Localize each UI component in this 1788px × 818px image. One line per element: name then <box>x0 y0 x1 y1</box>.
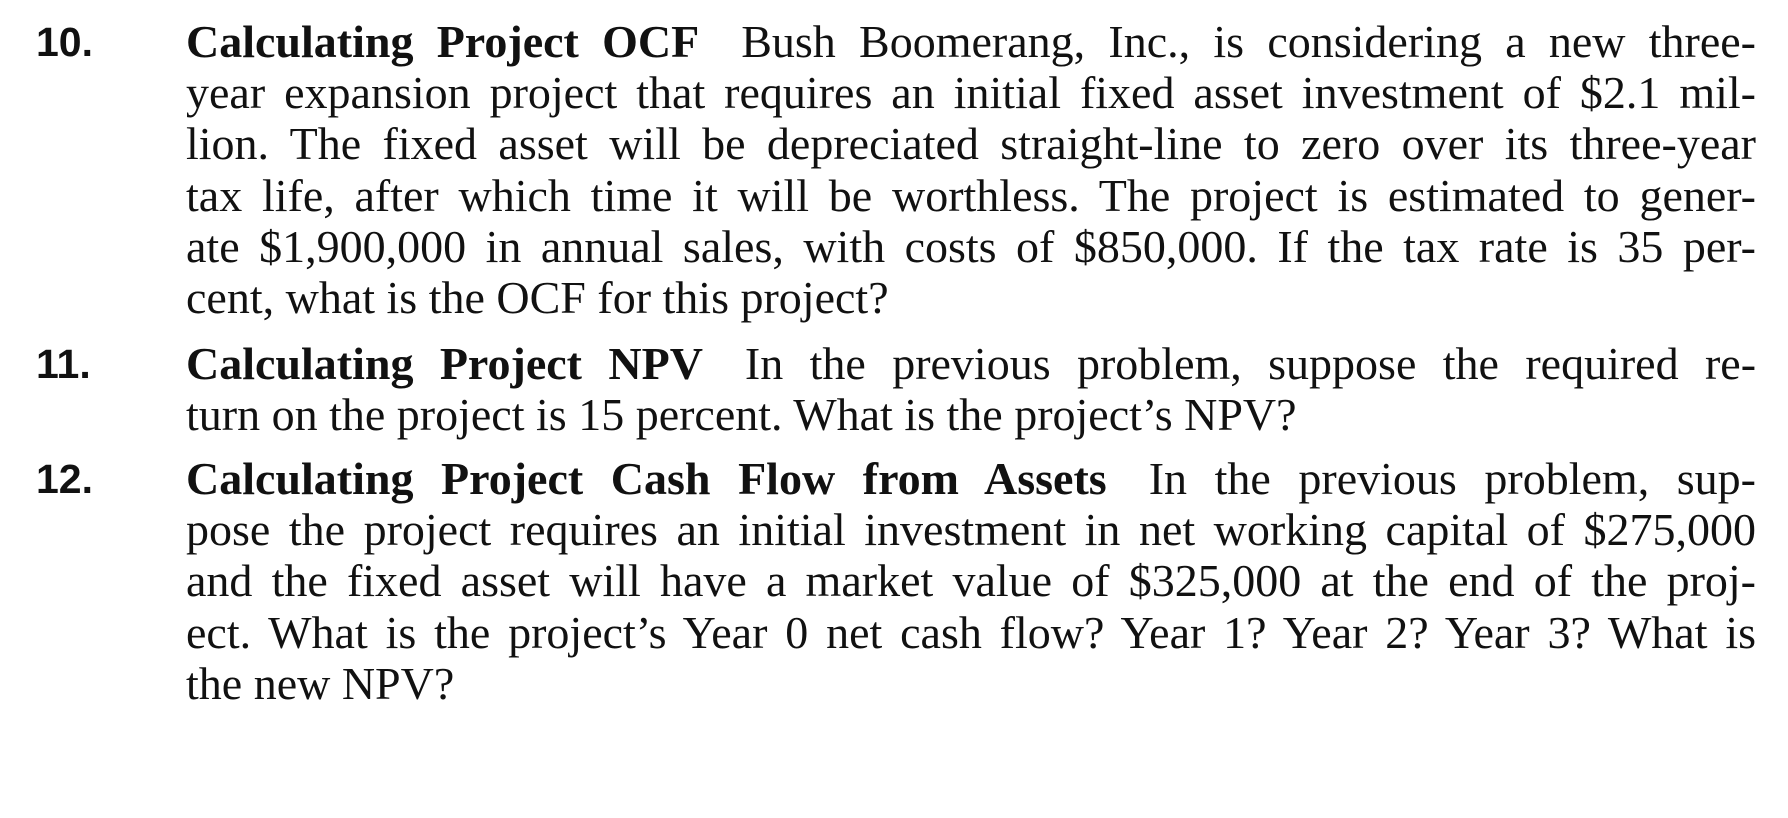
problem-line: lion. The fixed asset will be depreciated straight-line to zero over its three-year <box>186 118 1756 169</box>
problem-text: In the previous problem, suppose the required re- <box>744 338 1757 389</box>
problem-number: 11. <box>36 341 91 387</box>
problem-line: year expansion project that requires an initial fixed asset investment of $2.1 mil- <box>186 67 1756 118</box>
problem-title: Calculating Project Cash Flow from Assets <box>186 453 1107 504</box>
problem-line: pose the project requires an initial investment in net working capital of $275,000 <box>186 504 1756 555</box>
problem-line: cent, what is the OCF for this project? <box>186 272 889 323</box>
problem-line: ect. What is the project’s Year 0 net cash flow? Year 1? Year 2? Year 3? What is <box>186 607 1756 658</box>
problem-line: ate $1,900,000 in annual sales, with costs of $850,000. If the tax rate is 35 per- <box>186 221 1756 272</box>
problem-line: and the fixed asset will have a market value of $325,000 at the end of the proj- <box>186 555 1756 606</box>
problem-text: Bush Boomerang, Inc., is considering a new three- <box>741 16 1756 67</box>
problem-number: 12. <box>36 456 93 502</box>
problem-number: 10. <box>36 19 93 65</box>
problem-title: Calculating Project NPV <box>186 338 703 389</box>
problem-line: turn on the project is 15 percent. What is the project’s NPV? <box>186 389 1297 440</box>
problem-line: the new NPV? <box>186 658 455 709</box>
problem-text: In the previous problem, sup- <box>1148 453 1756 504</box>
problem-title: Calculating Project OCF <box>186 16 700 67</box>
problem-line: tax life, after which time it will be worthless. The project is estimated to gener- <box>186 170 1756 221</box>
